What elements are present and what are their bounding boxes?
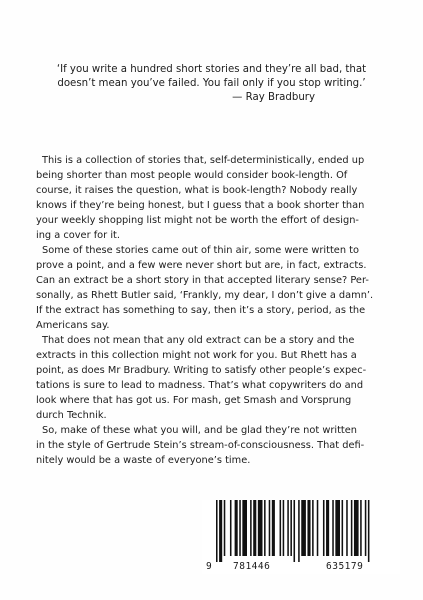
barcode-bar: [294, 500, 296, 562]
text-line: Americans say.: [36, 320, 110, 331]
text-line: look where that has got us. For mash, get Smash and Vorsprung: [36, 395, 352, 406]
barcode-bar: [272, 500, 275, 556]
epigraph-attribution: — Ray Bradbury: [232, 92, 315, 103]
text-line: being shorter than most people would consider book-length. Of: [36, 170, 348, 181]
barcode-bar: [307, 500, 310, 556]
barcode-bar: [298, 500, 300, 562]
barcode-bar: [354, 500, 359, 556]
barcode-bar: [290, 500, 292, 556]
barcode-bar: [332, 500, 334, 556]
text-line: in the style of Gertrude Stein’s stream-of-consciousness. That defi-: [36, 440, 365, 451]
barcode-bar: [287, 500, 289, 556]
barcode-bars: [202, 500, 400, 562]
barcode-bar: [335, 500, 340, 556]
barcode-bar: [239, 500, 241, 556]
barcode-bar: [253, 500, 256, 556]
barcode-bar: [283, 500, 285, 556]
isbn-prefix-digit: 9: [206, 561, 213, 572]
text-line: tations is sure to lead to madness. That’s what copywriters do and: [36, 380, 364, 391]
text-line: This is a collection of stories that, self-deterministically, ended up: [42, 155, 365, 166]
barcode-bar: [224, 500, 226, 556]
paragraph: [36, 333, 387, 423]
barcode-bar: [230, 500, 232, 556]
barcode-bar: [264, 500, 266, 556]
text-line: course, it raises the question, what is book-length? Nobody really: [36, 185, 358, 196]
barcode-bar: [326, 500, 329, 556]
epigraph-line: ‘If you write a hundred short stories and they’re all bad, that: [56, 64, 367, 75]
text-line: point, as does Mr Bradbury. Writing to satisfy other people’s expec-: [36, 365, 367, 376]
text-line: If the extract has something to say, then it’s a story, period, as the: [36, 305, 366, 316]
barcode-bar: [312, 500, 314, 556]
text-line: your weekly shopping list might not be worth the effort of design-: [36, 215, 359, 226]
barcode-bar: [368, 500, 370, 562]
text-line: sonally, as Rhett Butler said, ‘Frankly, my dear, I don’t give a damn’.: [36, 290, 374, 301]
barcode-bar: [301, 500, 306, 556]
barcode-bar: [242, 500, 247, 556]
text-line: nitely would be a waste of everyone’s time.: [36, 455, 251, 466]
blurb-text: [36, 153, 387, 468]
isbn-barcode: [202, 500, 400, 574]
epigraph: [20, 63, 403, 105]
barcode-bar: [269, 500, 271, 556]
barcode-bar: [216, 500, 218, 562]
text-line: So, make of these what you will, and be glad they’re not written: [42, 425, 358, 436]
isbn-right-group: 635179: [326, 561, 364, 572]
barcode-bar: [342, 500, 344, 556]
barcode-bar: [280, 500, 282, 556]
paragraph: [36, 423, 387, 468]
barcode-bar: [317, 500, 319, 556]
barcode-bar: [235, 500, 238, 556]
barcode-bar: [219, 500, 222, 562]
text-line: ing a cover for it.: [36, 230, 120, 241]
paragraph: [36, 153, 387, 243]
text-line: durch Technik.: [36, 410, 107, 421]
paragraph: [36, 243, 387, 333]
text-line: That does not mean that any old extract can be a story and the: [42, 335, 355, 346]
text-line: knows if they’re being honest, but I guess that a book shorter than: [36, 200, 365, 211]
barcode-bar: [365, 500, 367, 556]
text-line: Can an extract be a short story in that accepted literary sense? Per-: [36, 275, 369, 286]
text-line: prove a point, and a few were never short but are, in fact, extracts.: [36, 260, 367, 271]
barcode-bar: [258, 500, 263, 556]
epigraph-line: doesn’t mean you’ve failed. You fail only if you stop writing.’: [57, 78, 366, 89]
text-line: Some of these stories came out of thin air, some were written to: [42, 245, 359, 256]
barcode-bar: [360, 500, 362, 556]
text-line: extracts in this collection might not work for you. But Rhett has a: [36, 350, 357, 361]
isbn-left-group: 781446: [233, 561, 271, 572]
barcode-bar: [323, 500, 325, 556]
barcode-bar: [250, 500, 252, 556]
barcode-bar: [351, 500, 353, 556]
barcode-bar: [346, 500, 348, 556]
